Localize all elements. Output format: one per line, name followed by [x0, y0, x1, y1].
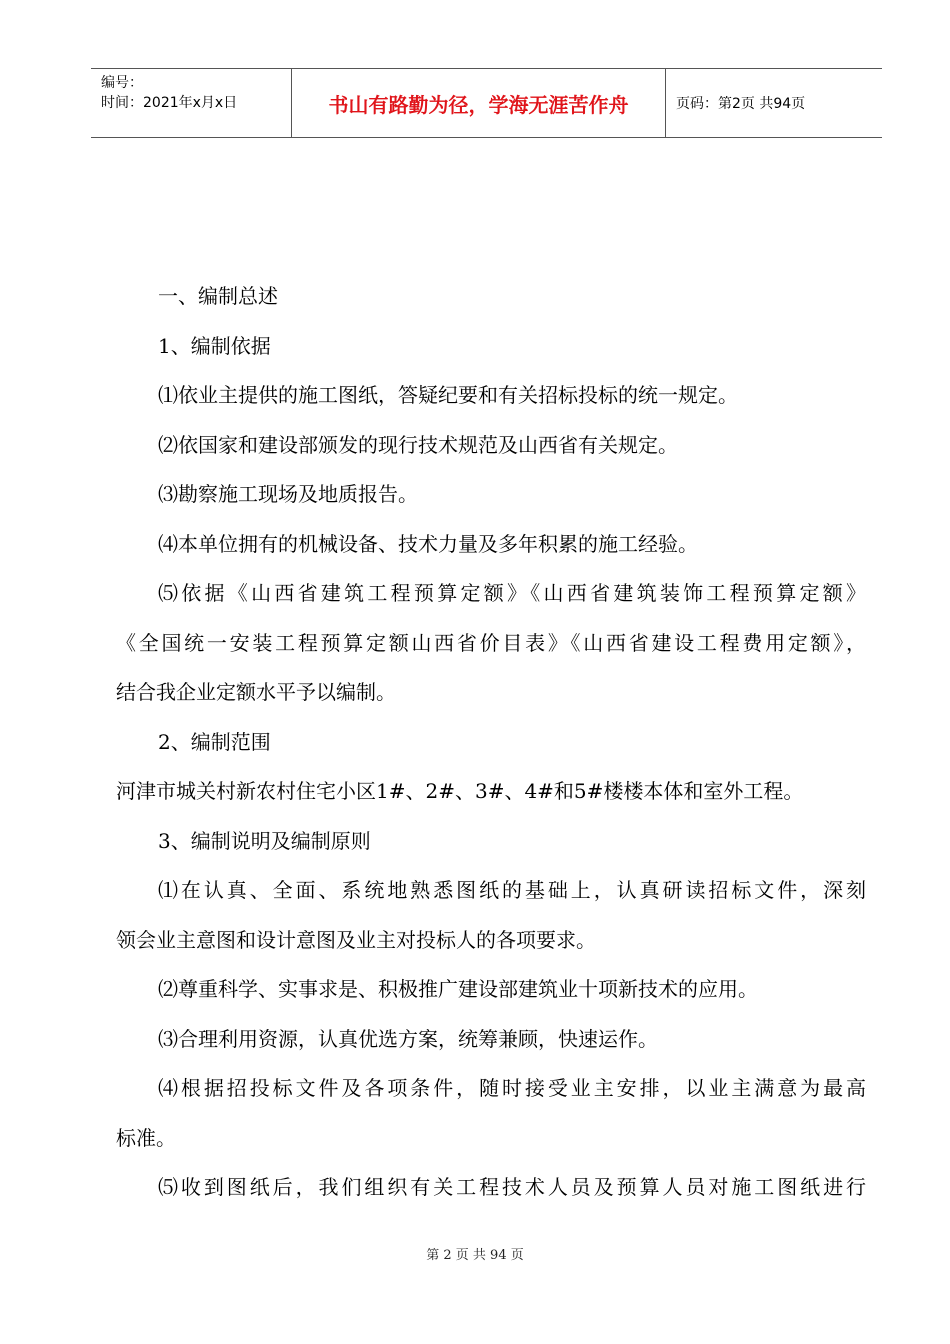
header-meta: [91, 69, 292, 137]
page-footer: 第 2 页 共 94 页: [426, 1248, 524, 1263]
body-line: 3、编制说明及编制原则: [158, 828, 371, 853]
body-line: ⑸收到图纸后，我们组织有关工程技术人员及预算人员对施工图纸进行: [158, 1175, 866, 1199]
body-line: 《全国统一安装工程预算定额山西省价目表》《山西省建设工程费用定额》，: [116, 630, 866, 655]
header-motto: 书山有路勤为径，学海无涯苦作舟: [292, 69, 666, 137]
document-header: [91, 68, 882, 138]
body-line: 2、编制范围: [158, 729, 271, 754]
document-body: [116, 272, 866, 1213]
header-page-label: 页码：第2页 共94页: [676, 96, 806, 112]
body-line: ⑶勘察施工现场及地质报告。: [158, 482, 418, 506]
document-number-label: 编号：: [101, 75, 143, 91]
document-time-label: 时间：2021年x月x日: [101, 95, 238, 111]
body-line: 1、编制依据: [158, 333, 271, 358]
body-line: 标准。: [116, 1125, 176, 1150]
body-line: 领会业主意图和设计意图及业主对投标人的各项要求。: [116, 927, 596, 952]
body-line: 河津市城关村新农村住宅小区1#、2#、3#、4#和5#楼楼本体和室外工程。: [116, 779, 804, 803]
body-line: ⑵尊重科学、实事求是、积极推广建设部建筑业十项新技术的应用。: [158, 977, 758, 1001]
body-line: 一、编制总述: [158, 284, 278, 308]
body-line: ⑶合理利用资源，认真优选方案，统筹兼顾，快速运作。: [158, 1026, 658, 1051]
body-line: ⑴在认真、全面、系统地熟悉图纸的基础上，认真研读招标文件，深刻: [158, 878, 866, 902]
body-line: ⑸依据《山西省建筑工程预算定额》《山西省建筑装饰工程预算定额》: [158, 581, 866, 605]
body-line: ⑵依国家和建设部颁发的现行技术规范及山西省有关规定。: [158, 432, 678, 457]
body-line: ⑷根据招投标文件及各项条件，随时接受业主安排，以业主满意为最高: [158, 1076, 866, 1100]
body-line: 结合我企业定额水平予以编制。: [116, 680, 396, 704]
body-line: ⑷本单位拥有的机械设备、技术力量及多年积累的施工经验。: [158, 531, 698, 556]
body-line: ⑴依业主提供的施工图纸，答疑纪要和有关招标投标的统一规定。: [158, 383, 738, 407]
